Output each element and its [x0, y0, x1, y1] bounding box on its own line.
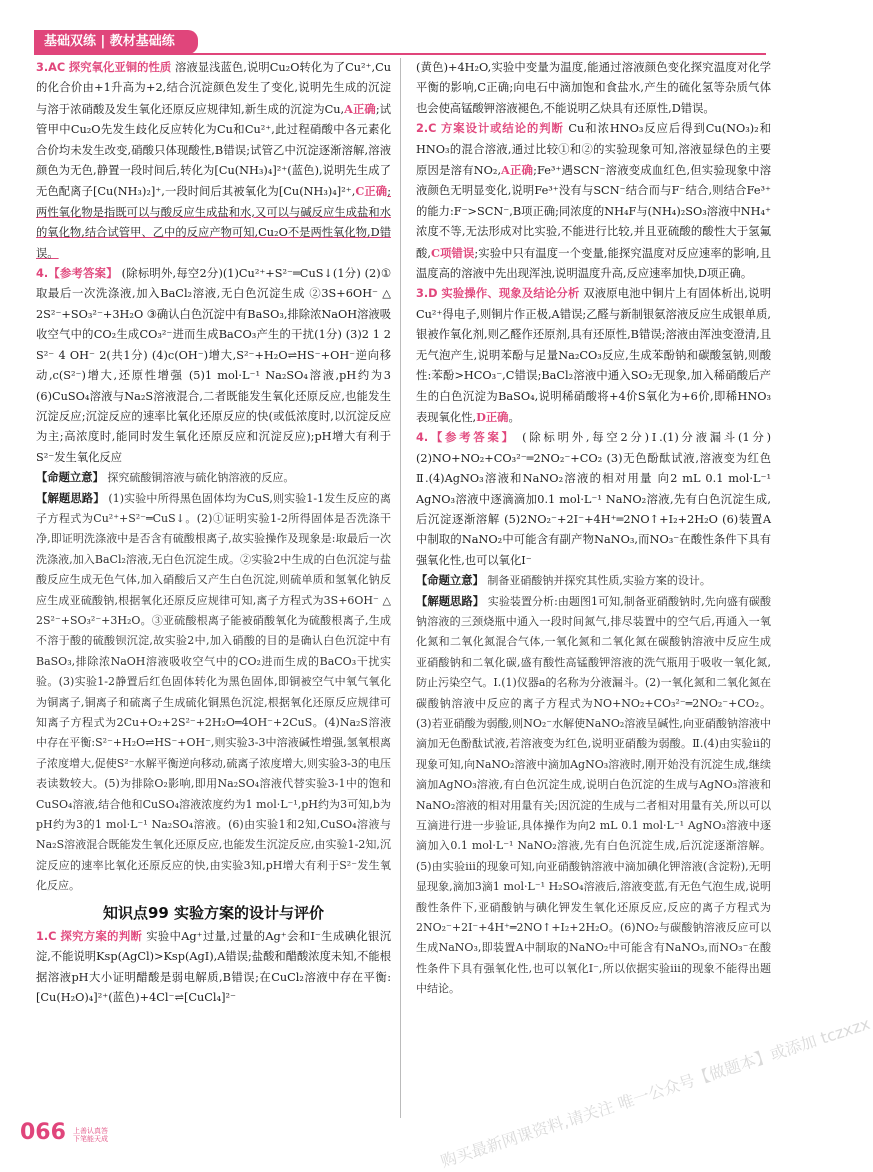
answer-text: ;试管甲中Cu₂O先发生歧化反应转化为Cu和Cu²⁺,此过程硝酸中各元素化合价均未发生改变,硝酸只体现酸性,B错误;试管乙中沉淀逐渐溶解,溶液颜色为无色,静置一段时间后,转化为[Cu(NH₃)₄]²⁺(蓝色),说明先生成了无色配离子[Cu(NH₃)₂]⁺,一段时间后其被氧化为[Cu(NH₃)₄]²⁺, — [36, 102, 392, 199]
answer-tag: 实验操作、现象及结论分析 — [441, 287, 580, 301]
answer-text: ;Fe³⁺遇SCN⁻溶液变成血红色,但实验现象中溶液颜色无明显变化,说明Fe³⁺没有与SCN⁻结合而与F⁻结合,则结合Fe³⁺的能力:F⁻>SCN⁻,B项正确;同浓度的NH₄F与(NH₄)₂SO₃溶液中NH₄⁺浓度不等,无法形成对比实验,不能进行比较,并且亚硫酸的酸性大于氢氟酸, — [416, 164, 771, 260]
answer-text: ;实验中只有温度一个变量,能探究温度对反应速率的影响,且温度高的溶液中先出现浑浊,说明温度升高,反应速率加快,D项正确。 — [416, 246, 771, 281]
answer-2-right — [416, 119, 771, 284]
header-rule — [34, 53, 766, 55]
answer-text: (除标明外,每空2分)(1)Cu²⁺+S²⁻═CuS↓(1分) (2)①取最后一次洗涤液,加入BaCl₂溶液,无白色沉淀生成 ②3S+6OH⁻ △ 2S²⁻+SO₃²⁻+3H₂O ③确认白色沉淀中有BaSO₃,排除浓NaOH溶液吸收空气中的CO₂生成CO₃²⁻进而生成BaCO₃产生的干扰(1分) (3)2 1 2 S²⁻ 4 OH⁻ 2(共1分) (4)c(OH⁻)增大,S²⁻+H₂O⇌HS⁻+OH⁻逆向移动,c(S²⁻)增大,还原性增强 (5)1 mol·L⁻¹ Na₂SO₄溶液,pH约为3 (6)CuSO₄溶液与Na₂S溶液混合,二者既能发生氧化还原反应,也能发生沉淀反应;沉淀反应的速率比氧化还原反应的快(或低浓度时,以沉淀反应为主;高浓度时,能同时发生氧化还原反应和沉淀反应);pH增大有利于S²⁻发生氧化反应 — [36, 267, 391, 464]
jieti-right — [416, 592, 771, 1000]
mingti-label: 【命题立意】 — [416, 574, 484, 588]
section-header-tab: 基础双练 | 教材基础练 — [34, 30, 198, 54]
page-number-logo — [20, 1120, 108, 1145]
answer-number: 2.C — [416, 122, 437, 136]
answer-highlight: C正确 — [355, 184, 388, 199]
answer-text: (除标明外,每空2分)Ⅰ.(1)分液漏斗(1分) (2)NO+NO₂+CO₃²⁻═2NO₂⁻+CO₂ (3)无色酚酞试液,溶液变为红色 Ⅱ.(4)AgNO₃溶液和NaNO₂溶液的相对用量 向2 mL 0.1 mol·L⁻¹ AgNO₃溶液中逐滴滴加0.1 mol·L⁻¹ NaNO₂溶液,先有白色沉淀生成,后沉淀逐渐溶解 (5)2NO₂⁻+2I⁻+4H⁺═2NO↑+I₂+2H₂O (6)装置A中制取的NaNO₂中可能含有副产物NaNO₃,而NO₃⁻在酸性条件下具有强氧化性,也可以氧化I⁻ — [416, 431, 771, 567]
answer-4-left — [36, 264, 391, 468]
answer-highlight: D正确 — [476, 409, 509, 424]
mingti-text: 探究硫酸铜溶液与硫化钠溶液的反应。 — [107, 471, 295, 485]
page-number: 066 — [20, 1120, 66, 1145]
answer-tag: 方案设计或结论的判断 — [441, 122, 564, 136]
continued-text: (黄色)+4H₂O,实验中变量为温度,能通过溶液颜色变化探究温度对化学平衡的影响,C正确;向电石中滴加饱和食盐水,产生的硫化氢等杂质气体也会使高锰酸钾溶液褪色,不能说明乙炔具有还原性,D错误。 — [416, 61, 771, 115]
footer-slogan: 上善认真答 下笔能天成 — [73, 1126, 109, 1143]
answer-text: 。 — [508, 410, 520, 424]
watermark: 购买最新网课资料,请关注 唯一公众号【做题本】或添加 tczxzx — [438, 1013, 873, 1172]
answer-text: 溶液显浅蓝色,说明Cu₂O转化为了Cu²⁺,Cu的化合价由+1升高为+2,结合沉淀颜色发生了变化,说明先生成的沉淀与溶于浓硝酸及发生氧化还原反应规律知,新生成的沉淀为Cu, — [36, 61, 391, 116]
answer-number: 3.D — [416, 287, 438, 301]
answer-tag: 探究氧化亚铜的性质 — [68, 61, 172, 74]
answer-3-right — [416, 284, 771, 428]
jieti-label: 【解题思路】 — [416, 594, 485, 608]
mingti-right — [416, 571, 771, 591]
answer-tag: 【参考答案】 — [48, 267, 118, 281]
answer-highlight: C项错误 — [431, 245, 475, 260]
answer-4-right — [416, 428, 771, 571]
jieti-text: 实验装置分析:由题图1可知,制备亚硝酸钠时,先向盛有碳酸钠溶液的三颈烧瓶中通入一段时间氮气,排尽装置中的空气后,再通入一氧化氮和二氧化氮混合气体,一氧化氮和二氧化氮在碳酸钠溶液中反应生成亚硝酸钠和二氧化碳,盛有酸性高锰酸钾溶液的洗气瓶用于吸收一氧化氮,防止污染空气。Ⅰ.(1)仪器a的名称为分液漏斗。(2)一氧化氮和二氧化氮在碳酸钠溶液中反应的离子方程式为NO+NO₂+CO₃²⁻═2NO₂⁻+CO₂。(3)若亚硝酸为弱酸,则NO₂⁻水解使NaNO₂溶液呈碱性,向亚硝酸钠溶液中滴加无色酚酞试液,若溶液变为红色,说明亚硝酸为弱酸。Ⅱ.(4)由实验ⅱ的现象可知,向NaNO₂溶液中滴加AgNO₃溶液时,刚开始没有沉淀生成,继续滴加AgNO₃溶液,有白色沉淀生成,说明白色沉淀的生成与AgNO₃溶液和NaNO₂溶液的相对用量有关;因沉淀的生成与二者相对用量有关,所以可以互滴进行进一步验证,具体操作为向2 mL 0.1 mol·L⁻¹ AgNO₃溶液中逐滴加入0.1 mol·L⁻¹ NaNO₂溶液,先有白色沉淀生成,后沉淀逐渐溶解。(5)由实验ⅲ的现象可知,向亚硝酸钠溶液中滴加碘化钾溶液(含淀粉),无明显现象,滴加3滴1 mol·L⁻¹ H₂SO₄溶液后,溶液变蓝,有无色气泡生成,说明酸性条件下,亚硝酸钠与碘化钾发生氧化还原反应,反应的离子方程式为2NO₂⁻+2I⁻+4H⁺═2NO↑+I₂+2H₂O。(6)NO₂与碳酸钠溶液反应可以生成NaNO₃,即装置A中制取的NaNO₂中可能含有NaNO₃,而NO₃⁻在酸性条件下具有强氧化性,也可以氧化I⁻,所以依据实验ⅲ的现象不能得出题中结论。 — [416, 594, 771, 996]
column-divider — [400, 58, 401, 1118]
jieti-left — [36, 489, 391, 897]
answer-number: 4. — [36, 267, 49, 281]
mingti-label: 【命题立意】 — [36, 471, 104, 485]
answer-highlight: A正确 — [344, 101, 376, 116]
jieti-text: (1)实验中所得黑色固体均为CuS,则实验1-1发生反应的离子方程式为Cu²⁺+S²⁻═CuS↓。(2)①证明实验1-2所得固体是否洗涤干净,即证明洗涤液中是否含有硫酸根离子,故实验操作及现象是:取最后一次洗涤液,加入BaCl₂溶液,无白色沉淀生成。②实验2中生成的白色沉淀与盐酸反应生成无色气体,加入硝酸后又产生白色沉淀,则硫单质和氢氧化钠反应生成亚硫酸钠,根据氧化还原反应规律可知,离子方程式为3S+6OH⁻ △ 2S²⁻+SO₃²⁻+3H₂O。③亚硫酸根离子能被硝酸氧化为硫酸根离子,生成不溶于酸的硫酸钡沉淀,故实验2中,加入硝酸的目的是确认白色沉淀中有BaSO₃,排除浓NaOH溶液吸收空气中的CO₂进而生成的BaCO₃干扰实验。(3)实验1-2静置后红色固体转化为黑色固体,即铜被空气中氧气氧化为铜离子,铜离子和硫离子生成硫化铜黑色沉淀,根据氧化还原反应规律可知离子方程式为2Cu+O₂+2S²⁻+2H₂O═4OH⁻+2CuS。(4)Na₂S溶液中存在平衡:S²⁻+H₂O⇌HS⁻+OH⁻,则实验3-3中溶液碱性增强,氢氧根离子浓度增大,促使S²⁻水解平衡逆向移动,硫离子浓度增大,则实验3-3的电压表读数较大。(5)为排除O₂影响,即用Na₂SO₄溶液代替实验3-1中的饱和CuSO₄溶液,结合他和CuSO₄溶液浓度约为1 mol·L⁻¹,pH约为3可知,b为pH约为3的1 mol·L⁻¹ Na₂SO₄溶液。(6)由实验1和2知,CuSO₄溶液与Na₂S溶液混合既能发生氧化还原反应,也能发生沉淀反应,由实验1-2知,沉淀反应的速率比氧化还原反应的快,由实验3知,pH增大有利于S²⁻发生氧化反应。 — [36, 491, 392, 893]
section-title: 知识点99 实验方案的设计与评价 — [102, 903, 325, 922]
answer-text: 实验中Ag⁺过量,过量的Ag⁺会和I⁻生成碘化银沉淀,不能说明Ksp(AgCl)>Ksp(AgI),A错误;盐酸和醋酸浓度未知,不能根据溶液pH大小证明醋酸是弱电解质,B错误;在CuCl₂溶液中存在平衡:[Cu(H₂O)₄]²⁺(蓝色)+4Cl⁻⇌[CuCl₄]²⁻ — [36, 930, 391, 1005]
answer-number: 4. — [416, 431, 429, 445]
answer-number: 3.AC — [36, 61, 66, 74]
answer-tag: 【参考答案】 — [428, 431, 516, 445]
answer-number: 1.C — [36, 930, 57, 944]
left-column — [36, 58, 391, 1009]
right-column — [416, 58, 771, 1000]
answer-tag: 探究方案的判断 — [60, 930, 143, 944]
answer-1-left — [36, 927, 391, 1009]
answer-text: ;两性氧化物是指既可以与酸反应生成盐和水,又可以与碱反应生成盐和水的氧化物,结合试管甲、乙中的反应产物可知,Cu₂O不是两性氧化物,D错误。 — [36, 185, 391, 260]
answer-3-left — [36, 58, 391, 264]
answer-highlight: A正确 — [501, 163, 534, 178]
answer-text: Cu和浓HNO₃反应后得到Cu(NO₃)₂和HNO₃的混合溶液,通过比较①和②的实验现象可知,溶液显绿色的主要原因是溶有NO₂, — [416, 122, 771, 178]
mingti-text: 制备亚硝酸钠并探究其性质,实验方案的设计。 — [487, 574, 711, 588]
mingti-left — [36, 468, 391, 488]
answer-text: 双液原电池中铜片上有固体析出,说明Cu²⁺得电子,则铜片作正极,A错误;乙醛与新制银氨溶液反应生成银单质,银被作氧化剂,则乙醛作还原剂,具有还原性,B错误;溶液由浑浊变澄清,且无气泡产生,说明苯酚与足量Na₂CO₃反应,生成苯酚钠和碳酸氢钠,则酸性:苯酚>HCO₃⁻,C错误;BaCl₂溶液中通入SO₂无现象,加入稀硝酸后产生的白色沉淀为BaSO₄,说明稀硝酸将+4价S氧化为+6价,即稀HNO₃表现氧化性, — [416, 287, 772, 424]
jieti-label: 【解题思路】 — [36, 491, 105, 505]
